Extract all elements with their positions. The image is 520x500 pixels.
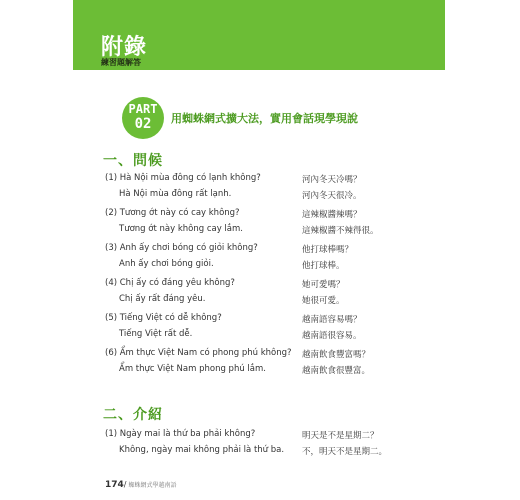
answer-zh: 這辣椒醬不辣得很。 [302,226,379,236]
answer-zh: 不，明天不是星期二。 [302,447,388,457]
part-word: PART [128,102,158,116]
question-zh: 他打球棒嗎？ [302,245,354,255]
answer-zh: 她很可愛。 [302,296,345,306]
answer-vn: Anh ấy chơi bóng giỏi. [119,259,214,269]
book-title: 蜘蛛網式學越南語 [128,482,177,489]
answer-vn: Tiếng Việt rất dễ. [119,329,193,339]
answer-vn: Ẩm thực Việt Nam phong phú lắm. [119,364,266,374]
question-vn: (5) Tiếng Việt có dễ không? [105,313,222,323]
answer-zh: 越南飲食很豐富。 [302,366,371,376]
page-number: 174 [105,480,124,490]
answer-vn: Chị ấy rất đáng yêu. [119,294,206,304]
header-title: 附錄 [101,35,148,60]
section-title: 二、介紹 [103,407,163,423]
answer-vn: Tương ớt này không cay lắm. [119,224,243,234]
question-zh: 越南語容易嗎？ [302,315,362,325]
answer-vn: Hà Nội mùa đông rất lạnh. [119,189,232,199]
appendix-header [73,0,445,70]
document-page [73,0,445,500]
answer-zh: 越南語很容易。 [302,331,362,341]
answer-vn: Không, ngày mai không phải là thứ ba. [119,445,285,455]
section-title: 一、問候 [103,153,163,169]
question-zh: 她可愛嗎？ [302,280,345,290]
part-title: 用蜘蛛網式擴大法，實用會話現學現說 [171,112,358,125]
header-subtitle: 練習題解答 [101,58,141,67]
question-vn: (4) Chị ấy có đáng yêu không? [105,278,235,288]
question-vn: (6) Ẩm thực Việt Nam có phong phú không? [105,348,292,358]
question-vn: (1) Ngày mai là thứ ba phải không? [105,429,256,439]
question-zh: 明天是不是星期二？ [302,431,379,441]
question-vn: (1) Hà Nội mùa đông có lạnh không? [105,173,261,183]
part-number: 02 [134,116,152,132]
question-vn: (3) Anh ấy chơi bóng có giỏi không? [105,243,258,253]
part-badge [122,97,164,139]
question-zh: 這辣椒醬辣嗎？ [302,210,362,220]
answer-zh: 他打球棒。 [302,261,345,271]
footer-separator: / [123,480,127,489]
question-zh: 越南飲食豐富嗎？ [302,350,371,360]
question-zh: 河內冬天冷嗎？ [302,175,362,185]
page-footer [105,480,177,490]
answer-zh: 河內冬天很冷。 [302,191,362,201]
question-vn: (2) Tương ớt này có cay không? [105,208,240,218]
